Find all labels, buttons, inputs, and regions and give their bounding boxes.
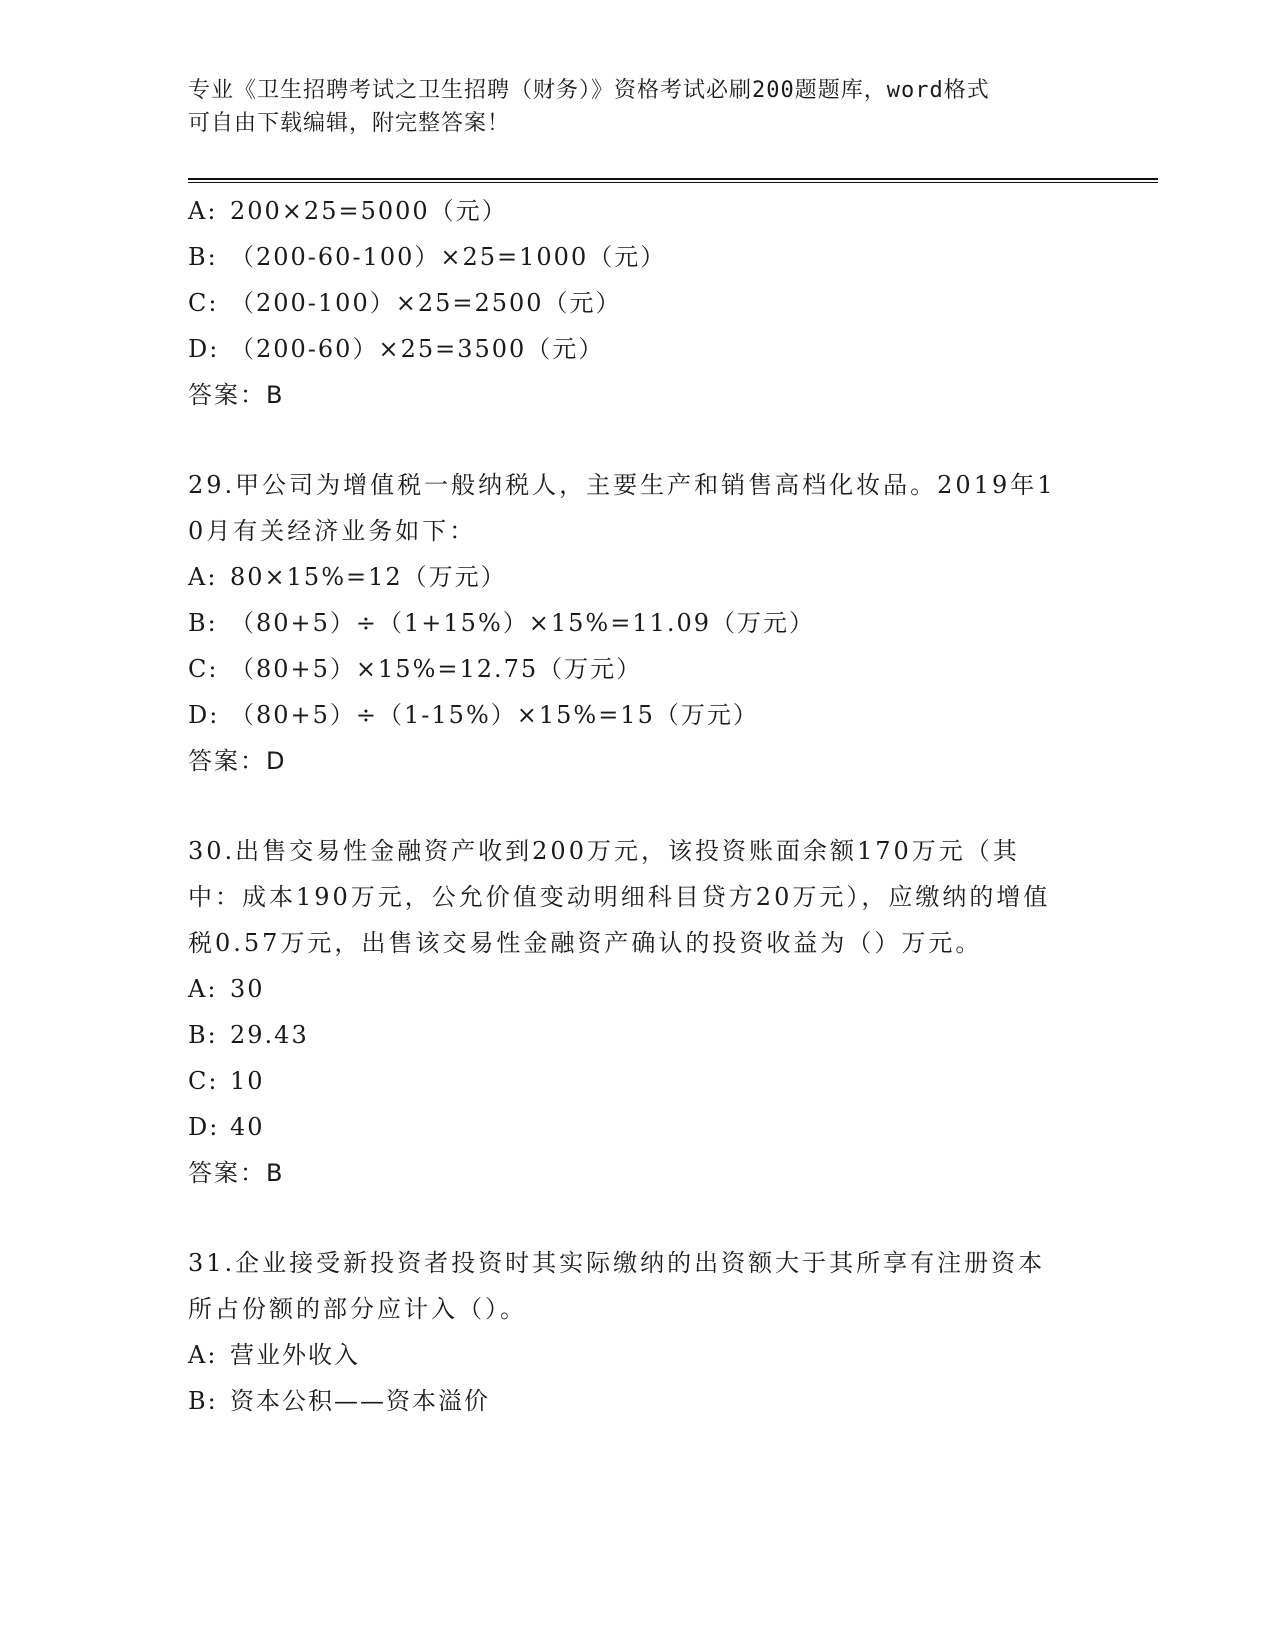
spacer: [188, 1196, 1088, 1240]
option-text: （200-60）×25=3500（元）: [230, 335, 605, 363]
option-a: [188, 188, 1088, 234]
option-letter: A:: [188, 563, 218, 591]
option-d: [188, 692, 1088, 738]
option-letter: B:: [188, 1387, 218, 1415]
option-text: 40: [230, 1113, 265, 1141]
option-text: 30: [230, 975, 265, 1003]
option-c: [188, 280, 1088, 326]
option-text: 200×25=5000（元）: [230, 197, 508, 225]
question-stem: 30.出售交易性金融资产收到200万元，该投资账面余额170万元（其中：成本190万元，公允价值变动明细科目贷方20万元），应缴纳的增值税0.57万元，出售该交易性金融资产确认的投资收益为（）万元。: [188, 837, 1051, 957]
option-letter: D:: [188, 335, 220, 363]
option-letter: B:: [188, 1021, 218, 1049]
option-text: 80×15%=12（万元）: [230, 563, 507, 591]
header-divider: [188, 178, 1158, 183]
answer-line: 答案：D: [188, 747, 287, 775]
header-line-1: 专业《卫生招聘考试之卫生招聘（财务）》资格考试必刷200题题库，word格式: [188, 78, 990, 103]
option-a: [188, 1332, 1088, 1378]
spacer: [188, 784, 1088, 828]
option-letter: B:: [188, 243, 218, 271]
option-text: （200-100）×25=2500（元）: [230, 289, 622, 317]
question-stem: 29.甲公司为增值税一般纳税人，主要生产和销售高档化妆品。2019年10月有关经济业务如下：: [188, 471, 1056, 545]
question-30: [188, 828, 1088, 1196]
option-text: （200-60-100）×25=1000（元）: [230, 243, 667, 271]
option-b: [188, 1378, 1088, 1424]
answer-line: 答案：B: [188, 1159, 285, 1187]
answer-line: 答案：B: [188, 381, 285, 409]
option-letter: C:: [188, 1067, 219, 1095]
option-letter: A:: [188, 975, 218, 1003]
option-text: （80+5）÷（1+15%）×15%=11.09（万元）: [230, 609, 816, 637]
question-28: [188, 188, 1088, 418]
option-text: （80+5）÷（1-15%）×15%=15（万元）: [230, 701, 759, 729]
option-letter: B:: [188, 609, 218, 637]
option-b: [188, 600, 1088, 646]
option-c: [188, 1058, 1088, 1104]
option-b: [188, 1012, 1088, 1058]
option-text: 营业外收入: [230, 1341, 360, 1369]
option-letter: A:: [188, 197, 218, 225]
option-letter: D:: [188, 701, 220, 729]
question-31: [188, 1240, 1088, 1424]
option-d: [188, 326, 1088, 372]
option-text: 10: [230, 1067, 265, 1095]
option-c: [188, 646, 1088, 692]
option-a: [188, 554, 1088, 600]
option-letter: C:: [188, 289, 219, 317]
question-29: [188, 462, 1088, 784]
option-text: 资本公积——资本溢价: [230, 1387, 490, 1415]
option-d: [188, 1104, 1088, 1150]
option-letter: C:: [188, 655, 219, 683]
option-text: （80+5）×15%=12.75（万元）: [230, 655, 643, 683]
page-header: [188, 74, 1088, 140]
option-letter: A:: [188, 1341, 218, 1369]
question-stem: 31.企业接受新投资者投资时其实际缴纳的出资额大于其所享有注册资本所占份额的部分应计入（）。: [188, 1249, 1046, 1323]
option-b: [188, 234, 1088, 280]
document-body: [188, 188, 1088, 1424]
option-a: [188, 966, 1088, 1012]
option-text: 29.43: [230, 1021, 309, 1049]
spacer: [188, 418, 1088, 462]
header-line-2: 可自由下载编辑，附完整答案！: [188, 111, 511, 136]
option-letter: D:: [188, 1113, 220, 1141]
